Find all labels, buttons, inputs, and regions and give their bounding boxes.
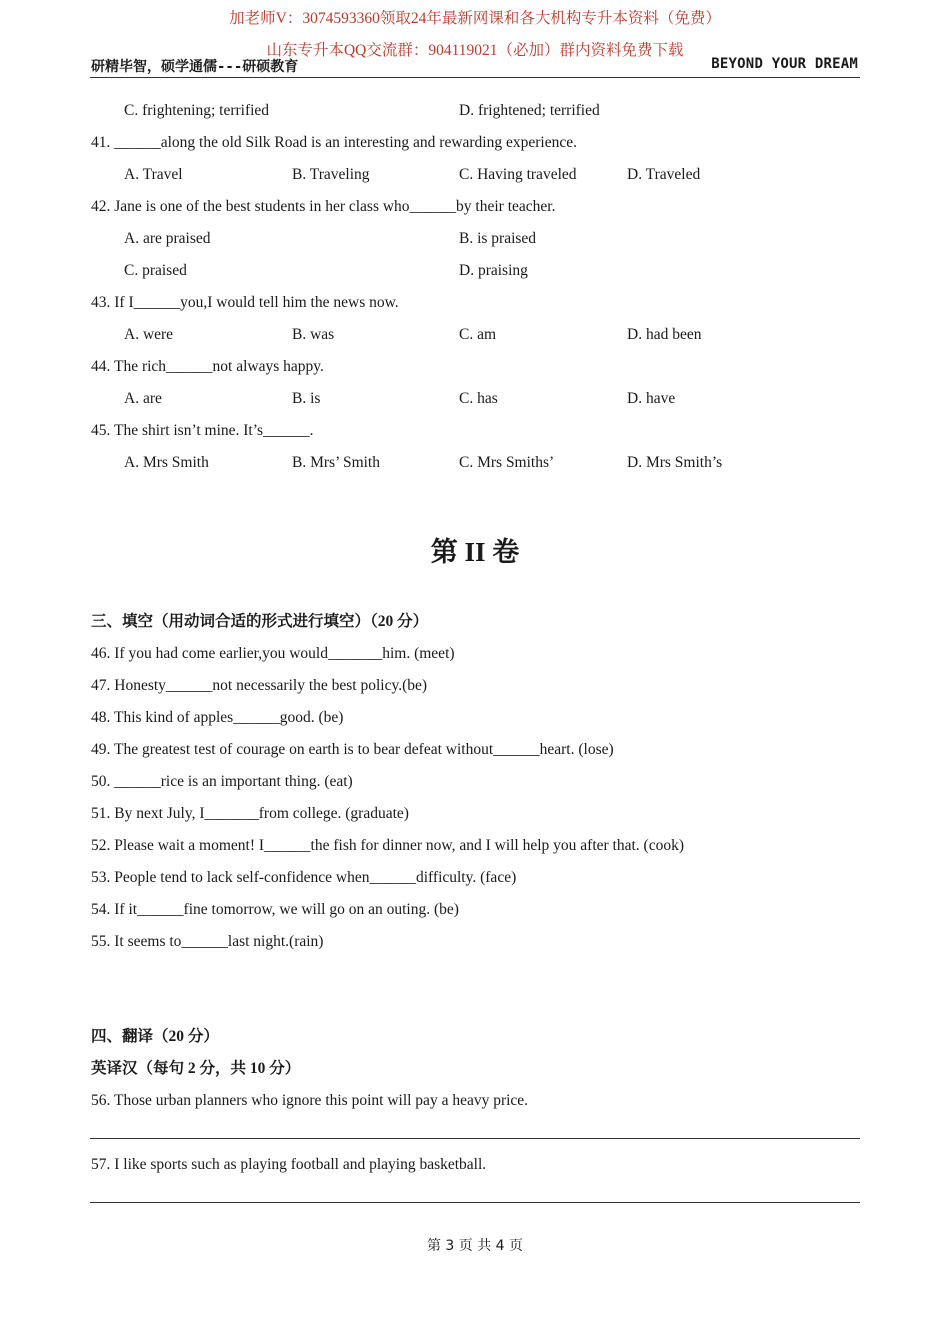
q46: 46. If you had come earlier,you would_______him. (meet) bbox=[91, 645, 455, 662]
header-divider bbox=[90, 77, 860, 78]
q44-option-c: C. has bbox=[459, 390, 498, 407]
q43-option-a: A. were bbox=[124, 326, 174, 343]
q52: 52. Please wait a moment! I______the fish for dinner now, and I will help you after that. (cook) bbox=[91, 837, 685, 854]
q45-option-b: B. Mrs’ Smith bbox=[292, 454, 380, 471]
q40-option-d: D. frightened; terrified bbox=[459, 102, 600, 119]
q53: 53. People tend to lack self-confidence when______difficulty. (face) bbox=[91, 869, 517, 886]
q42-option-d: D. praising bbox=[459, 262, 528, 279]
q49: 49. The greatest test of courage on earth is to bear defeat without______heart. (lose) bbox=[91, 741, 614, 758]
q44-stem: 44. The rich______not always happy. bbox=[91, 358, 324, 375]
q55: 55. It seems to______last night.(rain) bbox=[91, 933, 324, 950]
q43-option-c: C. am bbox=[459, 326, 497, 343]
q56-answer-line bbox=[90, 1138, 860, 1139]
q44-option-d: D. have bbox=[627, 390, 676, 407]
q45-stem: 45. The shirt isn’t mine. It’s______. bbox=[91, 422, 314, 439]
q43-stem: 43. If I______you,I would tell him the news now. bbox=[91, 294, 399, 311]
promo-banner-line-2: 山东专升本QQ交流群：904119021（必加）群内资料免费下载 bbox=[266, 42, 684, 59]
section4-heading: 四、翻译（20 分） bbox=[91, 1028, 219, 1045]
page-number: 第 3 页 共 4 页 bbox=[426, 1238, 524, 1254]
section4-subheading: 英译汉（每句 2 分，共 10 分） bbox=[91, 1060, 301, 1077]
q42-option-a: A. are praised bbox=[124, 230, 211, 247]
q40-option-c: C. frightening; terrified bbox=[124, 102, 270, 119]
q48: 48. This kind of apples______good. (be) bbox=[91, 709, 344, 726]
header-motto: 研精毕智，硕学通儒---研硕教育 bbox=[91, 59, 299, 75]
q44-option-b: B. is bbox=[292, 390, 321, 407]
header-slogan: BEYOND YOUR DREAM bbox=[711, 56, 858, 72]
q47: 47. Honesty______not necessarily the best policy.(be) bbox=[91, 677, 428, 694]
q42-option-c: C. praised bbox=[124, 262, 187, 279]
q41-option-a: A. Travel bbox=[124, 166, 183, 183]
q54: 54. If it______fine tomorrow, we will go on an outing. (be) bbox=[91, 901, 459, 918]
q42-option-b: B. is praised bbox=[459, 230, 537, 247]
q41-option-b: B. Traveling bbox=[292, 166, 370, 183]
q41-stem: 41. ______along the old Silk Road is an interesting and rewarding experience. bbox=[91, 134, 577, 151]
q51: 51. By next July, I_______from college. (graduate) bbox=[91, 805, 409, 822]
section3-heading: 三、填空（用动词合适的形式进行填空）（20 分） bbox=[91, 613, 429, 630]
q45-option-c: C. Mrs Smiths’ bbox=[459, 454, 555, 471]
q45-option-d: D. Mrs Smith’s bbox=[627, 454, 723, 471]
q57: 57. I like sports such as playing football and playing basketball. bbox=[91, 1156, 487, 1173]
q57-answer-line bbox=[90, 1202, 860, 1203]
q50: 50. ______rice is an important thing. (eat) bbox=[91, 773, 353, 790]
q43-option-b: B. was bbox=[292, 326, 335, 343]
q44-option-a: A. are bbox=[124, 390, 162, 407]
promo-banner-line-1: 加老师V：3074593360领取24年最新网课和各大机构专升本资料（免费） bbox=[229, 10, 721, 27]
q42-stem: 42. Jane is one of the best students in her class who______by their teacher. bbox=[91, 198, 556, 215]
q43-option-d: D. had been bbox=[627, 326, 702, 343]
q56: 56. Those urban planners who ignore this point will pay a heavy price. bbox=[91, 1092, 529, 1109]
q45-option-a: A. Mrs Smith bbox=[124, 454, 209, 471]
q41-option-d: D. Traveled bbox=[627, 166, 701, 183]
volume-title: 第 II 卷 bbox=[430, 537, 520, 567]
q41-option-c: C. Having traveled bbox=[459, 166, 577, 183]
